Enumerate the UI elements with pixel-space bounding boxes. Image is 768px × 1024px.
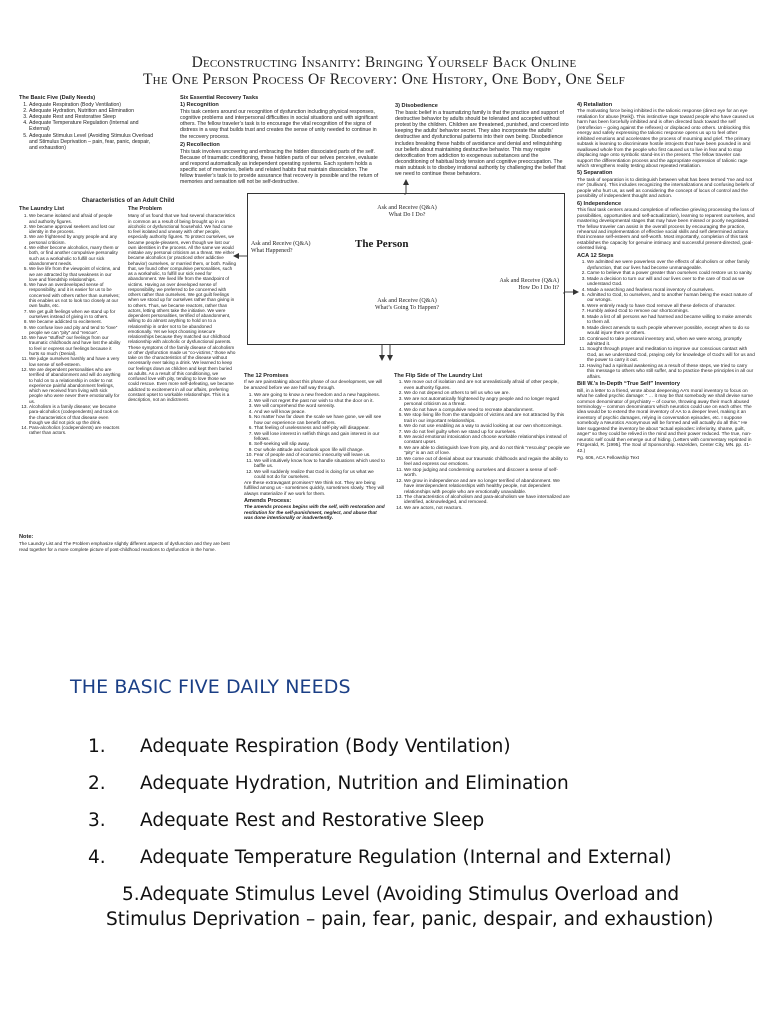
list-item: 9. We confuse love and pity and tend to “love” people we can “pity” and “rescue”. [29, 325, 121, 336]
task-title: 2) Recollection [180, 141, 220, 148]
item-number: 2. [88, 773, 106, 794]
daily-needs-heading: THE BASIC FIVE DAILY NEEDS [70, 676, 351, 698]
list-item: 6. We have an overdeveloped sense of responsibility, and it is easier for us to be concerned with others rather than ourselves; this enables us not to look too closely at our own faults, etc. [29, 282, 121, 308]
list-item [70, 845, 730, 870]
list-item: 10. Fear of people and of economic insecurity will leave us. [254, 453, 386, 458]
list-item: 10. Continued to take personal inventory and, when we were wrong, promptly admitted it. [587, 337, 755, 348]
item-number: 5. [122, 884, 140, 905]
laundry-list-heading: The Laundry List [19, 206, 65, 212]
list-item: 5. Adequate Stimulus Level (Avoiding Stimulus Overload and Stimulus Deprivation – pain, fear, panic, despair, and exhaustion) [29, 133, 157, 151]
item-number: 3. [88, 810, 106, 831]
item-text: Adequate Rest and Restorative Sleep [140, 810, 485, 831]
arrow-bottom-head-a [379, 355, 385, 361]
list-item: 4. We either become alcoholics, marry them or both, or find another compulsive personality such as a workaholic to fulfill our sick abandonment needs. [29, 245, 121, 266]
flip-side-list [394, 380, 570, 511]
list-item: 12. Having had a spiritual awakening as a result of these steps, we tried to carry this message to others who still suffer, and to practice these principles in all our affairs. [587, 364, 755, 380]
list-item: 1. We became isolated and afraid of people and authority figures. [29, 213, 121, 224]
list-item [70, 882, 730, 932]
promises-outro: Are these extravagant promises? We think not. They are being fulfilled among us - sometimes quickly, sometimes slowly. They will always materialize if we work for them. [244, 480, 385, 497]
flip-side-heading: The Flip Side of The Laundry List [394, 373, 483, 379]
task-title: 5) Separation [577, 170, 613, 177]
amends-heading: Amends Process: [244, 497, 292, 504]
list-item: 9. We are able to distinguish love from pity, and do not think “rescuing” people we “pity” is an act of love. [404, 446, 570, 457]
list-item: 3. Adequate Rest and Restorative Sleep [29, 114, 157, 120]
list-item: 1. We move out of isolation and are not unrealistically afraid of other people, even authority figures. [404, 380, 570, 391]
list-item: 2. We will not regret the past nor wish to shut the door on it. [254, 399, 386, 404]
list-item: 5. Admitted to God, to ourselves, and to another human being the exact nature of our wrongs. [587, 293, 755, 304]
list-item: 7. Humbly asked God to remove our shortcomings. [587, 309, 755, 314]
list-item [70, 808, 730, 833]
task-title: 1) Recognition [180, 102, 219, 109]
list-item: 2. We became approval seekers and lost our identity in the process. [29, 224, 121, 235]
list-item: 3. We will comprehend the word serenity. [254, 404, 386, 409]
arrow-bottom-head-b [387, 355, 393, 361]
list-item: 9. Our whole attitude and outlook upon life will change. [254, 448, 386, 453]
list-item: 5. We stop living life from the standpoint of victims and are not attracted by this trait in our important relationships. [404, 413, 570, 424]
title-line-1: Deconstructing Insanity: Bringing Yourself Back Online [191, 54, 577, 71]
list-item [70, 734, 730, 759]
task-text: The basic belief in a traumatizing family is that the practice and support of destructive behavior by adults should be tolerated and accepted without protest by the children. Children are threatened, punished, and coerced into keeping the adults’ behavior secret. They also incorporate the adults’ destructive and dysfunctional patterns into their own being. Disobedience includes breaking these habits of avoidance and denial and relinquishing our beliefs about maintaining destructive behavior. This may require detoxification from addiction to exogenous substances and the deconditioning of habitual body tension and cognitive preoccupation. The main subtask is to disobey irrational authority by challenging the belief that we need to continue these behaviors. [395, 110, 569, 178]
list-item: 12. We will suddenly realize that God is doing for us what we could not do for ourselves. [254, 470, 386, 481]
problem-heading: The Problem [128, 206, 162, 212]
arrow-right-head [573, 289, 579, 295]
task-text: This task centers around our recognition of dysfunction including physical responses, cognitive problems and interpersonal difficulties in social situations and with significant others. The fellow traveler’s task is to encourage the vital recognition of the signs of distress in a way that builds trust and creates the sense of unity needed to continue in the recovery process. [180, 109, 378, 140]
list-item: 12. We grow in independence and are no longer terrified of abandonment. We have interdependent relationships with healthy people, not dependent relationships with people who are emotionally unavailable. [404, 479, 570, 495]
task-title: 3) Disobedience [395, 103, 438, 109]
list-item: 5. We live life from the viewpoint of victims, and we are attracted by that weakness in our love and friendship relationships. [29, 266, 121, 282]
promises-intro: If we are painstaking about this phase of our development, we will be amazed before we are half way through. [244, 380, 383, 391]
list-item: 14. Para-alcoholics (codependents) are reactors rather than actors. [29, 425, 121, 436]
list-item: 8. We became addicted to excitement. [29, 319, 121, 324]
list-item: 1. Adequate Respiration (Body Ventilation) [29, 102, 157, 108]
list-item: 11. We stop judging and condemning ourselves and discover a sense of self-worth. [404, 468, 570, 479]
list-item: 10. We come out of denial about our traumatic childhoods and regain the ability to feel and express our emotions. [404, 457, 570, 468]
basic-five-heading: The Basic Five (Daily Needs) [19, 95, 96, 101]
diagram-label-text: Ask and Receive (Q&A) [377, 205, 437, 211]
list-item: 12. We are dependent personalities who are terrified of abandonment and will do anything to hold on to a relationship in order to not experience painful abandonment feelings, which we received from living with sick people who were never there emotionally for us. [29, 367, 121, 404]
list-item: 13. The characteristics of alcoholism and para-alcoholism we have internalized are identified, acknowledged, and removed. [404, 495, 570, 506]
diagram-sub-text: What’s Going To Happen? [375, 305, 439, 311]
task-text: This task involves uncovering and embracing the hidden dissociated parts of the self. Because of traumatic conditioning, these hidden parts of our selves perceive, evaluate and respond automatically as independent operating systems. Each system holds a specific set of memories, beliefs and related habits that maintain dissociation. The fellow traveler’s task is to provide assurance that recovery is possible and the return of memories and sensation will not be self-destructive. [180, 148, 379, 186]
list-item: 7. We will lose interest in selfish things and gain interest in our fellows. [254, 432, 386, 443]
list-item: 8. We avoid emotional intoxication and choose workable relationships instead of constant upset. [404, 435, 570, 446]
list-item: 1. We admitted we were powerless over the effects of alcoholism or other family dysfunction, that our lives had become unmanageable. [587, 260, 755, 271]
list-item: 10. We have “stuffed” our feelings from our traumatic childhoods and have lost the ability to feel or express our feelings because it hurts so much (Denial). [29, 335, 121, 356]
diagram-sub-text: What Do I Do? [388, 212, 426, 218]
list-item: 4. We do not have a compulsive need to recreate abandonment. [404, 408, 570, 413]
recovery-tasks-heading: Six Essential Recovery Tasks [180, 95, 259, 101]
adult-child-heading: Characteristics of an Adult Child [81, 198, 175, 204]
steps-heading: ACA 12 Steps [577, 252, 614, 259]
list-item: 2. Came to believe that a power greater than ourselves could restore us to sanity. [587, 271, 755, 276]
flip-side-section [394, 374, 570, 511]
bill-heading: Bill W.’s In-Depth “True Self” Inventory [577, 381, 680, 388]
task-text: This final task centers around completion of reflective grieving processing the loss of possibilities, opportunities and self-actualization), learning to reparent ourselves, and mastering developmental stages that may have been missed or poorly negotiated. The fellow traveler can assist in the overall process by encouraging the practice, rehearsal and implementation of effective social skills and self determined actions that increase self-esteem and self-worth. Most importantly, completion of this task establishes the capacity for genuine intimacy and successful present-directed, goal-oriented living. [577, 208, 755, 252]
list-item: 4. Adequate Temperature Regulation (Internal and External) [29, 120, 157, 132]
list-item: 3. We are not automatically frightened by angry people and no longer regard personal criticism as a threat. [404, 397, 570, 408]
item-text: Adequate Respiration (Body Ventilation) [140, 736, 511, 757]
note-heading: Note: [19, 534, 34, 540]
list-item: 11. We judge ourselves harshly and have a very low sense of self-esteem. [29, 356, 121, 367]
list-item: 2. Adequate Hydration, Nutrition and Elimination [29, 108, 157, 114]
list-item [70, 771, 730, 796]
list-item: 3. We are frightened by angry people and any personal criticism. [29, 234, 121, 245]
list-item: 11. We will intuitively know how to handle situations which used to baffle us. [254, 459, 386, 470]
diagram-label-text: Ask and Receive (Q&A) [251, 241, 311, 247]
daily-needs-section [70, 676, 730, 944]
problem-text: Many of us found that we had several characteristics in common as a result of being brought up in an alcoholic or dysfunctional household. We had come to feel isolated and uneasy with other people, especially authority figures. To protect ourselves, we became people-pleasers, even though we lost our own identities in the process. All the same we would mistake any personal criticism as a threat. We either became alcoholics (or practiced other addictive behavior) ourselves, or married them, or both. Failing that, we found other compulsive personalities, such as a workaholic, to fulfill our sick need for abandonment. We lived life from the standpoint of victims. Having an over developed sense of responsibility, we preferred to be concerned with others rather than ourselves. We got guilt feelings when we stood up for ourselves rather than giving in to others. Thus, we became reactors, rather than actors, letting others take the initiative. We were dependent personalities, terrified of abandonment, willing to do almost anything to hold on to a relationship in order not to be abandoned emotionally. Yet we kept choosing insecure relationships because they matched our childhood relationship with alcoholic or dysfunctional parents. These symptoms of the family disease of alcoholism or other dysfunction made us “co-victims,” those who take on the characteristics of the disease without necessarily ever taking a drink. We learned to keep our feelings down as children and kept them buried as adults. As a result of this conditioning, we confused love with pity, tending to love those we could rescue. Even more self-defeating, we became addicted to excitement in all our affairs, preferring constant upset to workable relationships. This is a description, not an indictment. [128, 213, 237, 402]
promises-heading: The 12 Promises [244, 373, 289, 379]
promises-list [244, 393, 386, 480]
bill-text: Bill, in a letter to a friend, wrote about deepening AA’s moral inventory to focus on what he called psychic damage: “ … it may be that somebody we shall devise some common denominator of psychiatry – of course, throwing away their much abused terminology – common denominators which neurotics could use on each other. The idea would be to extend the moral inventory of AA to a deeper level, making it an inventory of psychic damages, relying in conversation episodes, etc. I suppose somebody a Neurotics Anonymous will be formed and will actually do all this.” He later suggested the inventory be about “actual episodes: inferiority, shame, guilt, anger” so they could be relived in the mind and their power reduced. The true, non-neurotic self could then emerge out of hiding. (Letters with commentary reprinted in Fitzgerald, R. [1995]. The Soul of Sponsorship. Hazelden, Center City, MN. pp. 41-42.) [577, 388, 753, 454]
daily-needs-list [70, 734, 730, 932]
diagram-sub-text: How Do I Do It? [518, 285, 559, 291]
list-item: 7. We do not feel guilty when we stand up for ourselves. [404, 430, 570, 435]
item-number: 1. [88, 736, 106, 757]
list-item: 11. Sought through prayer and meditation to improve our conscious contact with God, as we understand God, praying only for knowledge of God’s will for us and the power to carry it out. [587, 347, 755, 363]
list-item: 3. Made a decision to turn our will and our lives over to the care of God as we understand God. [587, 277, 755, 288]
note-text: The Laundry List and The Problem emphasize slightly different aspects of dysfunction and they are best read together for a more complete picture of post-childhood reactions to dysfunction in the home. [19, 541, 230, 552]
list-item: 9. Made direct amends to such people wherever possible, except when to do so would injure them or others. [587, 326, 755, 337]
arrow-left-head [233, 253, 239, 259]
list-item: 6. That feeling of uselessness and self-pity will disappear. [254, 426, 386, 431]
arrow-top-head [403, 179, 409, 185]
amends-text: The amends process begins with the self, with restoration and restitution for the self-punishment, neglect, and abuse that was done intentionally or inadvertently. [244, 505, 385, 522]
list-item: 1. We are going to know a new freedom and a new happiness. [254, 393, 386, 398]
task-title: 4) Retaliation [577, 102, 613, 108]
diagram-center-label: The Person [355, 238, 409, 250]
list-item: 14. We are actors, not reactors. [404, 506, 570, 511]
diagram-label-text: Ask and Receive (Q&A) [377, 298, 437, 304]
list-item: 5. No matter how far down the scale we have gone, we will see how our experience can benefit others. [254, 415, 386, 426]
list-item: 2. We do not depend on others to tell us who we are. [404, 391, 570, 396]
diagram-sub-text: What Happened? [251, 248, 293, 254]
list-item: 6. Were entirely ready to have God remove all these defects of character. [587, 304, 755, 309]
list-item: 13. Alcoholism is a family disease; we became para-alcoholics (codependents) and took on the characteristics of that disease even though we did not pick up the drink. [29, 404, 121, 425]
list-item: 4. And we will know peace. [254, 410, 386, 415]
item-text: Adequate Temperature Regulation (Internal and External) [140, 847, 672, 868]
promises-section [244, 374, 386, 524]
task-title: 6) Independence [577, 200, 622, 207]
title-line-2: The One Person Process Of Recovery: One History, One Body, One Self [143, 71, 625, 88]
list-item: 7. We get guilt feelings when we stand up for ourselves instead of giving in to others. [29, 309, 121, 320]
diagram-label-text: Ask and Receive (Q&A) [499, 278, 559, 284]
task-text: The task of separation is to distinguish between what has been termed “me and not me” (Sullivan). This includes recognizing the internalizations and confusing beliefs of people who hurt us, as well as considering the concept of locus of control and the possibility of independent thought and action. [577, 177, 755, 200]
bill-reference: Pg. 606, ACA Fellowship Text [577, 456, 639, 462]
item-number: 4. [88, 847, 106, 868]
item-text: Adequate Hydration, Nutrition and Elimination [140, 773, 569, 794]
item-text: Adequate Stimulus Level (Avoiding Stimulus Overload and Stimulus Deprivation – pain, fear, panic, despair, and exhaustion) [106, 884, 714, 930]
list-item: 6. We do not use enabling as a way to avoid looking at our own shortcomings. [404, 424, 570, 429]
list-item: 8. Made a list of all persons we had harmed and became willing to make amends to them all. [587, 315, 755, 326]
list-item: 4. Made a searching and fearless moral inventory of ourselves. [587, 288, 755, 293]
list-item: 8. Self-seeking will slip away. [254, 442, 386, 447]
task-text: The motivating force being inhibited is the talionic response (direct eye for an eye retaliation for abuse [Reik]). This instinctive rage toward people who have caused us harm has been forcefully inhibited and is often directed back toward the self (retroflexion – going against the reflexes) or displaced onto others. Unblocking this energy and safely expressing the talionic response opens us up to feel other inhibited emotions and accelerates the process of mourning and grief. The primary subtask is learning to discriminate hostile introjects that have been pounded in and swallowed whole from the people who first caused us to live in fear and to stop displacing rage onto symbolic stand-ins in the present. The fellow traveler can support the differentiation process and the appropriate expression of talionic rage which strengthens reality testing about repeated retaliation. [577, 109, 755, 169]
